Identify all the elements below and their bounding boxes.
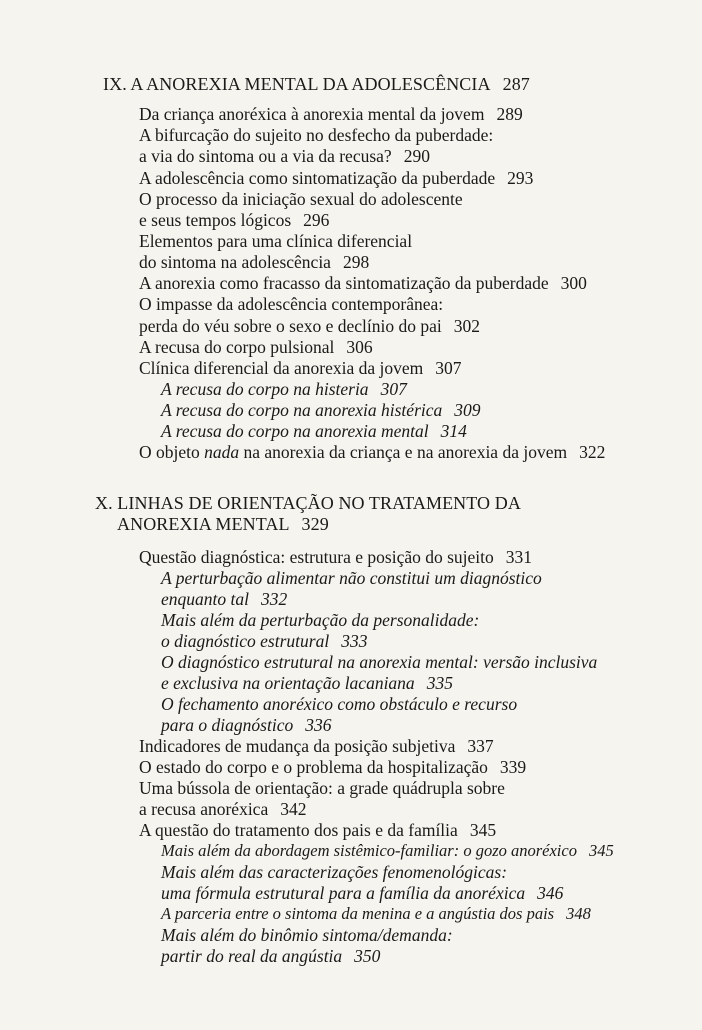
page-number: 307 [380, 379, 407, 399]
entry-text: Mais além das caracterizações fenomenológicas: [161, 862, 508, 882]
entry-text: uma fórmula estrutural para a família da anoréxica [161, 883, 526, 903]
toc-entry [139, 104, 523, 124]
entry-text: para o diagnóstico [161, 715, 294, 735]
entry-text: Mais além da perturbação da personalidade: [161, 610, 480, 630]
entry-text: A recusa do corpo pulsional [139, 337, 335, 357]
entry-text: A perturbação alimentar não constitui um diagnóstico [161, 568, 542, 588]
toc-subentry [161, 589, 287, 609]
page-number: 346 [537, 883, 564, 903]
toc-entry [139, 231, 412, 251]
toc-subentry [161, 694, 517, 714]
entry-text: A adolescência como sintomatização da puberdade [139, 168, 496, 188]
entry-text: A recusa do corpo na anorexia mental [161, 421, 429, 441]
entry-text: a via do sintoma ou a via da recusa? [139, 146, 392, 166]
chapter-heading [95, 493, 521, 513]
toc-entry [139, 125, 493, 145]
toc-entry [139, 316, 480, 336]
toc-entry [139, 547, 532, 567]
chapter-title: ANOREXIA MENTAL [117, 514, 290, 534]
toc-subentry [161, 883, 563, 903]
page-number: 345 [469, 820, 497, 840]
page-number: 339 [499, 757, 527, 777]
entry-text: Uma bússola de orientação: a grade quádrupla sobre [139, 778, 505, 798]
toc-subentry [161, 862, 507, 882]
entry-text: A questão do tratamento dos pais e da família [139, 820, 458, 840]
chapter-heading [117, 514, 329, 534]
entry-text: A recusa do corpo na anorexia histérica [161, 400, 443, 420]
entry-text-emphasis: nada [204, 442, 240, 462]
page-number: 342 [280, 799, 307, 819]
toc-subentry [161, 841, 614, 861]
toc-entry [139, 337, 373, 357]
page-number: 332 [260, 589, 288, 609]
toc-entry [139, 294, 443, 314]
toc-subentry [161, 421, 467, 441]
toc-entry [139, 820, 496, 840]
toc-subentry [161, 715, 331, 735]
toc-subentry [161, 610, 479, 630]
page-number: 335 [426, 673, 453, 693]
toc-entry [139, 442, 605, 462]
page-number: 345 [588, 841, 614, 860]
entry-text: A parceria entre o sintoma da menina e a angústia dos pais [161, 904, 555, 923]
toc-subentry [161, 652, 597, 672]
page-number: 331 [505, 547, 533, 567]
entry-text: Clínica diferencial da anorexia da jovem [139, 358, 424, 378]
entry-text: perda do véu sobre o sexo e declínio do pai [139, 316, 442, 336]
page-number: 337 [467, 736, 494, 756]
toc-entry [139, 252, 369, 272]
page-number: 322 [579, 442, 606, 462]
entry-text: Elementos para uma clínica diferencial [139, 231, 413, 251]
entry-text: e exclusiva na orientação lacaniana [161, 673, 415, 693]
page-number: 290 [403, 146, 430, 166]
entry-text: a recusa anoréxica [139, 799, 269, 819]
entry-text: o diagnóstico estrutural [161, 631, 330, 651]
toc-subentry [161, 631, 367, 651]
toc-entry [139, 358, 462, 378]
entry-text: A bifurcação do sujeito no desfecho da puberdade: [139, 125, 494, 145]
entry-text: Questão diagnóstica: estrutura e posição do sujeito [139, 547, 494, 567]
page-number: 329 [301, 514, 329, 534]
entry-text: O estado do corpo e o problema da hospitalização [139, 757, 488, 777]
toc-subentry [161, 946, 380, 966]
page-number: 302 [453, 316, 481, 336]
toc-entry [139, 189, 463, 209]
entry-text: O impasse da adolescência contemporânea: [139, 294, 444, 314]
toc-entry [139, 757, 526, 777]
toc-entry [139, 146, 430, 166]
entry-text: Da criança anoréxica à anorexia mental da jovem [139, 104, 485, 124]
toc-subentry [161, 400, 481, 420]
entry-text: enquanto tal [161, 589, 249, 609]
entry-text: A recusa do corpo na histeria [161, 379, 369, 399]
chapter-heading [103, 74, 530, 94]
toc-entry [139, 210, 329, 230]
toc-subentry [161, 673, 453, 693]
entry-text: Mais além da abordagem sistêmico-familiar: o gozo anoréxico [161, 841, 577, 860]
page-number: 350 [354, 946, 381, 966]
chapter-title: X. LINHAS DE ORIENTAÇÃO NO TRATAMENTO DA [95, 493, 521, 513]
page-number: 336 [305, 715, 332, 735]
page-number: 296 [303, 210, 330, 230]
toc-entry [139, 799, 306, 819]
page-number: 309 [454, 400, 481, 420]
toc-entry [139, 736, 494, 756]
page-number: 293 [507, 168, 534, 188]
toc-entry [139, 273, 587, 293]
page-number: 289 [496, 104, 523, 124]
toc-subentry [161, 904, 591, 924]
page-number: 298 [342, 252, 370, 272]
entry-text: Mais além do binômio sintoma/demanda: [161, 925, 453, 945]
entry-text: na anorexia da criança e na anorexia da jovem [239, 442, 568, 462]
page-number: 314 [440, 421, 467, 441]
toc-subentry [161, 568, 542, 588]
page-number: 287 [502, 74, 530, 94]
entry-text: A anorexia como fracasso da sintomatização da puberdade [139, 273, 549, 293]
entry-text: do sintoma na adolescência [139, 252, 331, 272]
entry-text: O diagnóstico estrutural na anorexia mental: versão inclusiva [161, 652, 598, 672]
entry-text: O processo da iniciação sexual do adolescente [139, 189, 463, 209]
entry-text: O objeto [139, 442, 205, 462]
toc-subentry [161, 379, 407, 399]
page-number: 307 [435, 358, 462, 378]
page-number: 306 [346, 337, 373, 357]
toc-subentry [161, 925, 453, 945]
entry-text: O fechamento anoréxico como obstáculo e recurso [161, 694, 518, 714]
entry-text: e seus tempos lógicos [139, 210, 292, 230]
entry-text: Indicadores de mudança da posição subjetiva [139, 736, 456, 756]
page-number: 348 [566, 904, 591, 923]
toc-entry [139, 168, 533, 188]
page-number: 300 [560, 273, 587, 293]
entry-text: partir do real da angústia [161, 946, 343, 966]
toc-entry [139, 778, 505, 798]
page-number: 333 [341, 631, 368, 651]
chapter-title: IX. A ANOREXIA MENTAL DA ADOLESCÊNCIA [103, 74, 491, 94]
